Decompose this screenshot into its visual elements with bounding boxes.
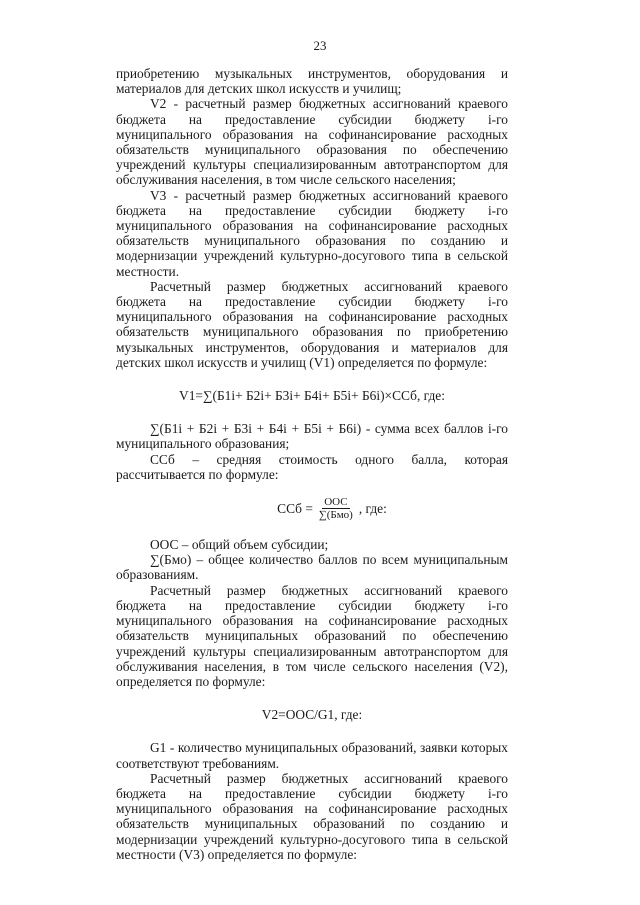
paragraph-v1-intro: Расчетный размер бюджетных ассигнований краевого бюджета на предоставление субсидии бюджету i-го муниципального образования на софинансирование расходных обязательств муниципального образования по приобретению музыкальных инструментов, оборудования и материалов для детских школ искусств и училищ (V1) определяется по формуле: (116, 278, 508, 370)
formula-ccb-right: , где: (358, 500, 387, 516)
paragraph-ccb-definition: ССб – средняя стоимость одного балла, которая рассчитывается по формуле: (116, 451, 508, 482)
paragraph-g1-definition: G1 - количество муниципальных образований, заявки которых соответствуют требованиям. (116, 740, 508, 771)
fraction-denominator: ∑(Бмо) (318, 509, 353, 522)
body-text (116, 66, 508, 862)
paragraph-v3-intro: Расчетный размер бюджетных ассигнований краевого бюджета на предоставление субсидии бюджету i-го муниципального образования на софинансирование расходных обязательств муниципальных образований по созданию и модернизации учреждений культурно-досугового типа в сельской местности (V3) определяется по формуле: (116, 770, 508, 862)
fraction (317, 496, 355, 521)
formula-ccb-left: ССб = (277, 500, 313, 516)
page-number: 23 (313, 38, 327, 53)
paragraph-sum-definition: ∑(Б1i + Б2i + Б3i + Б4i + Б5i + Б6i) - сумма всех баллов i-го муниципального образования; (116, 421, 508, 452)
formula-ccb (156, 496, 508, 521)
formula-v1: V1=∑(Б1i+ Б2i+ Б3i+ Б4i+ Б5i+ Б6i)×ССб, где: (179, 388, 445, 404)
fraction-numerator: ООС (324, 496, 348, 509)
paragraph: приобретению музыкальных инструментов, оборудования и материалов для детских школ искусств и училищ; (116, 66, 508, 97)
paragraph-v3-definition: V3 - расчетный размер бюджетных ассигнований краевого бюджета на предоставление субсидии бюджету i-го муниципального образования на софинансирование расходных обязательств муниципального образования по созданию и модернизации учреждений культурно-досугового типа в сельской местности. (116, 187, 508, 279)
paragraph-v2-definition: V2 - расчетный размер бюджетных ассигнований краевого бюджета на предоставление субсидии бюджету i-го муниципального образования на софинансирование расходных обязательств муниципального образования по обеспечению учреждений культуры специализированным автотранспортом для обслуживания населения, в том числе сельского населения; (116, 96, 508, 188)
paragraph-bmo-definition: ∑(Бмо) – общее количество баллов по всем муниципальным образованиям. (116, 552, 508, 583)
paragraph-v2-intro: Расчетный размер бюджетных ассигнований краевого бюджета на предоставление субсидии бюджету i-го муниципального образования на софинансирование расходных обязательств муниципальных образований по обеспечению учреждений культуры специализированным автотранспортом для обслуживания населения, в том числе сельского населения (V2), определяется по формуле: (116, 582, 508, 689)
paragraph-oos-definition: ООС – общий объем субсидии; (150, 537, 329, 553)
formula-v2: V2=ООС/G1, где: (261, 707, 363, 723)
